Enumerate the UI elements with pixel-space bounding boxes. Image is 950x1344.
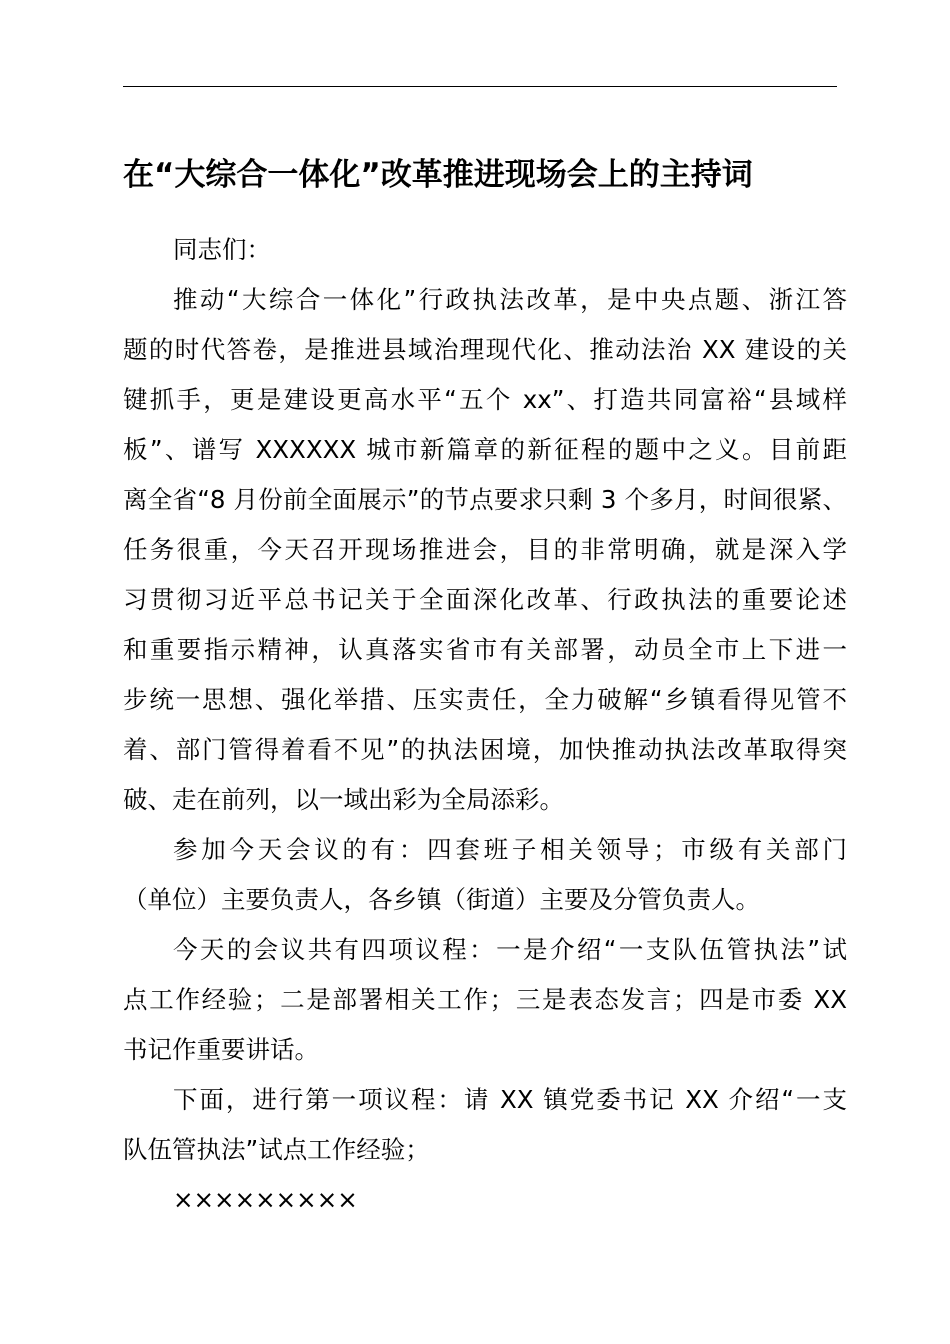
paragraph-4 [123, 1075, 847, 1175]
paragraph-line: 题的时代答卷，是推进县域治理现代化、推动法治 XX 建设的关 [123, 335, 847, 364]
paragraph-line: 步统一思想、强化举措、压实责任，全力破解“乡镇看得见管不 [123, 685, 847, 714]
paragraph-line: 和重要指示精神，认真落实省市有关部署，动员全市上下进一 [123, 635, 847, 664]
paragraph-line: 离全省“8 月份前全面展示”的节点要求只剩 3 个多月，时间很紧、 [123, 485, 847, 514]
paragraph-line: （单位）主要负责人，各乡镇（街道）主要及分管负责人。 [123, 885, 760, 914]
paragraph-line: 今天的会议共有四项议程：一是介绍“一支队伍管执法”试 [173, 935, 847, 964]
paragraph-line: 推动“大综合一体化”行政执法改革，是中央点题、浙江答 [173, 285, 847, 314]
paragraph-line: 板”、谱写 XXXXXX 城市新篇章的新征程的题中之义。目前距 [123, 435, 847, 464]
paragraph-line: 任务很重，今天召开现场推进会，目的非常明确，就是深入学 [123, 535, 847, 564]
document-title: 在“大综合一体化”改革推进现场会上的主持词 [123, 157, 753, 193]
placeholder-marks: ××××××××× [173, 1185, 358, 1214]
paragraph-line: 点工作经验；二是部署相关工作；三是表态发言；四是市委 XX [123, 985, 847, 1014]
paragraph-line: 下面，进行第一项议程：请 XX 镇党委书记 XX 介绍“一支 [173, 1085, 847, 1114]
paragraph-line: 着、部门管得着看不见”的执法困境，加快推动执法改革取得突 [123, 735, 847, 764]
paragraph-line: 破、走在前列，以一域出彩为全局添彩。 [123, 785, 564, 814]
paragraph-line: 书记作重要讲话。 [123, 1035, 319, 1064]
paragraph-3 [123, 925, 847, 1075]
greeting: 同志们： [173, 235, 271, 264]
top-divider [123, 86, 837, 87]
paragraph-line: 参加今天会议的有：四套班子相关领导；市级有关部门 [173, 835, 847, 864]
paragraph-line: 键抓手，更是建设更高水平“五个 xx”、打造共同富裕“县域样 [123, 385, 847, 414]
paragraph-1 [123, 275, 847, 825]
paragraph-line: 队伍管执法”试点工作经验； [123, 1135, 430, 1164]
document-body [123, 225, 847, 1225]
paragraph-line: 习贯彻习近平总书记关于全面深化改革、行政执法的重要论述 [123, 585, 847, 614]
paragraph-2 [123, 825, 847, 925]
